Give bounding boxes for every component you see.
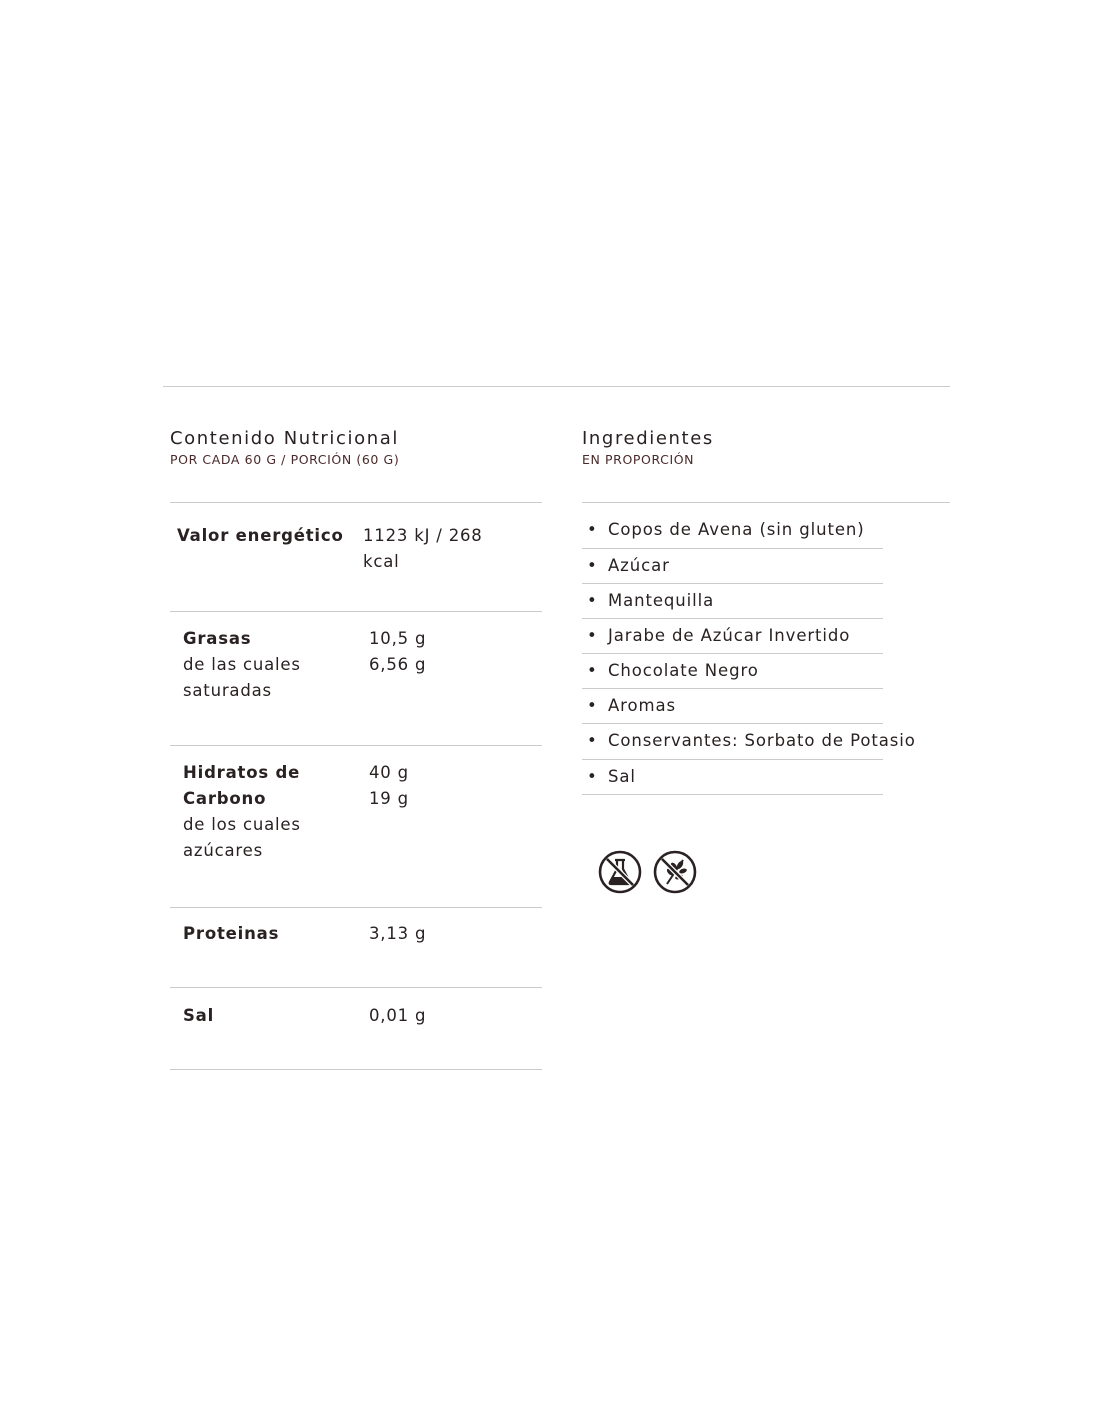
- list-item: [587, 696, 676, 715]
- nutrition-label-bold: Sal: [183, 1006, 215, 1025]
- ingredient-divider: [582, 794, 883, 795]
- bullet: •: [587, 626, 598, 645]
- ingredient-divider: [582, 688, 883, 689]
- ingredient-text: Sal: [608, 767, 636, 786]
- list-item: [587, 661, 759, 680]
- nutrition-divider: [170, 987, 542, 988]
- ingredient-text: Chocolate Negro: [608, 661, 759, 680]
- nutrition-label-bold: Valor energético: [177, 526, 344, 545]
- ingredient-text: Mantequilla: [608, 591, 715, 610]
- nutrition-label: [183, 760, 301, 864]
- nutrition-label-normal: de las cuales: [183, 655, 301, 674]
- nutrition-label-normal: azúcares: [183, 841, 263, 860]
- ingredient-divider: [582, 548, 883, 549]
- bullet: •: [587, 591, 598, 610]
- ingredient-text: Aromas: [608, 696, 676, 715]
- bullet: •: [587, 696, 598, 715]
- bullet: •: [587, 556, 598, 575]
- ingredient-divider: [582, 759, 883, 760]
- nutrition-value-line: 10,5 g: [369, 629, 427, 648]
- nutrition-label: [183, 1003, 214, 1029]
- list-item: [587, 520, 865, 539]
- ingredient-divider: [582, 583, 883, 584]
- nutrition-divider: [170, 745, 542, 746]
- nutrition-divider: [170, 1069, 542, 1070]
- bullet: •: [587, 520, 598, 539]
- nutrition-divider: [170, 611, 542, 612]
- nutrition-divider: [170, 502, 542, 503]
- nutrition-value-line: 6,56 g: [369, 655, 427, 674]
- nutrition-divider: [170, 907, 542, 908]
- nutrition-value-line: 0,01 g: [369, 1006, 427, 1025]
- ingredient-divider: [582, 653, 883, 654]
- bullet: •: [587, 731, 598, 750]
- nutrition-subtitle: POR CADA 60 G / PORCIÓN (60 G): [170, 452, 400, 467]
- gluten-free-wheat-icon: [653, 850, 697, 894]
- ingredient-text: Azúcar: [608, 556, 670, 575]
- nutrition-value: [369, 1003, 426, 1029]
- nutrition-value-line: 40 g: [369, 763, 409, 782]
- ingredient-text: Copos de Avena (sin gluten): [608, 520, 865, 539]
- nutrition-label-normal: saturadas: [183, 681, 272, 700]
- nutrition-value: [369, 921, 426, 947]
- nutrition-value: [369, 760, 409, 812]
- nutrition-value-line: 1123 kJ / 268: [363, 526, 483, 545]
- nutrition-value-line: 3,13 g: [369, 924, 427, 943]
- ingredients-divider: [582, 502, 950, 503]
- nutrition-label: [177, 523, 344, 549]
- ingredient-divider: [582, 723, 883, 724]
- list-item: [587, 731, 916, 750]
- list-item: [587, 626, 850, 645]
- list-item: [587, 556, 670, 575]
- nutrition-label-normal: de los cuales: [183, 815, 301, 834]
- nutrition-label-bold: Grasas: [183, 629, 252, 648]
- nutrition-label: [183, 626, 301, 704]
- nutrition-title: Contenido Nutricional: [170, 428, 399, 449]
- top-divider: [163, 386, 950, 387]
- bullet: •: [587, 767, 598, 786]
- ingredient-divider: [582, 618, 883, 619]
- no-additives-flask-icon: [598, 850, 642, 894]
- bullet: •: [587, 661, 598, 680]
- list-item: [587, 767, 636, 786]
- nutrition-label-bold: Proteinas: [183, 924, 280, 943]
- nutrition-value: [369, 626, 426, 678]
- nutrition-value-line: kcal: [363, 552, 400, 571]
- nutrition-value: [363, 523, 483, 575]
- ingredients-subtitle: EN PROPORCIÓN: [582, 452, 695, 467]
- nutrition-label-bold: Hidratos de: [183, 763, 301, 782]
- nutrition-label: [183, 921, 279, 947]
- ingredient-text: Jarabe de Azúcar Invertido: [608, 626, 851, 645]
- list-item: [587, 591, 714, 610]
- ingredient-text: Conservantes: Sorbato de Potasio: [608, 731, 916, 750]
- ingredients-title: Ingredientes: [582, 428, 714, 449]
- nutrition-value-line: 19 g: [369, 789, 409, 808]
- nutrition-label-bold: Carbono: [183, 789, 267, 808]
